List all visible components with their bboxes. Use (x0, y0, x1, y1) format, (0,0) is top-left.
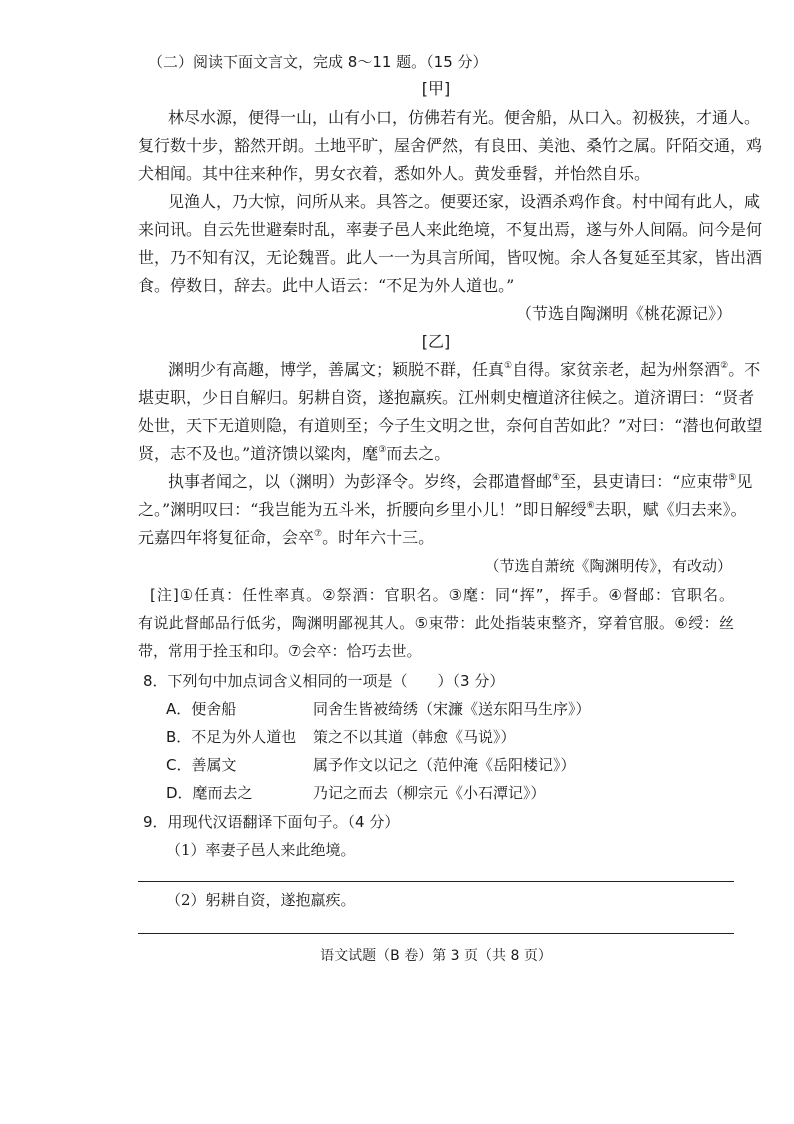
footnote-marker: ④ (552, 473, 561, 483)
option-b-right: 策之不以其道（韩愈《马说》） (313, 728, 516, 746)
option-c-left: C．善属文 (166, 756, 237, 774)
passage-a-line: 食。停数日，辞去。此中人语云：“不足为外人道也。” (138, 276, 515, 295)
option-d-right: 乃记之而去（柳宗元《小石潭记》） (313, 784, 546, 802)
passage-a-line: 世，乃不知有汉，无论魏晋。此人一一为具言所闻，皆叹惋。余人各复延至其家，皆出酒 (138, 248, 763, 267)
notes-line: 有说此督邮品行低劣，陶渊明鄙视其人。⑤束带：此处指装束整齐，穿着官服。⑥绶：丝 (138, 614, 734, 632)
option-b-left: B．不足为外人道也 (166, 728, 297, 746)
page-footer: 语文试题（B 卷）第 3 页（共 8 页） (320, 948, 552, 964)
passage-b-line: 贤，志不及也。”道济馈以粱肉，麾③而去之。 (138, 444, 451, 463)
passage-b-source: （节选自萧统《陶渊明传》，有改动） (484, 557, 732, 575)
option-a-right: 同舍生皆被绮绣（宋濂《送东阳马生序》） (313, 700, 591, 718)
question-9-item-1: （1）率妻子邑人来此绝境。 (166, 841, 356, 859)
section-title: （二）阅读下面文言文，完成 8～11 题。（15 分） (148, 53, 488, 71)
footnote-marker: ② (720, 361, 729, 371)
question-9-stem: 9．用现代汉语翻译下面句子。（4 分） (143, 813, 400, 831)
passage-a-source: （节选自陶渊明《桃花源记》） (515, 304, 732, 323)
passage-b-line: 堪吏职，少日自解归。躬耕自资，遂抱羸疾。江州刺史檀道济往候之。道济谓曰：“贤者 (138, 388, 755, 407)
option-a-left: A．便舍船 (166, 700, 237, 718)
passage-a-line: 见渔人，乃大惊，问所从来。具答之。便要还家，设酒杀鸡作食。村中闻有此人，咸 (168, 192, 761, 211)
passage-b-line: 渊明少有高趣，博学，善属文；颖脱不群，任真①自得。家贫亲老，起为州祭酒②。不 (168, 360, 761, 379)
footnote-marker: ⑥ (586, 501, 595, 511)
question-8-stem: 8．下列句中加点词含义相同的一项是（ ）（3 分） (143, 672, 505, 690)
passage-a-line: 犬相闻。其中往来种作，男女衣着，悉如外人。黄发垂髫，并怡然自乐。 (138, 164, 651, 183)
footnote-marker: ⑤ (728, 473, 737, 483)
passage-b-line: 元嘉四年将复征命，会卒⑦。时年六十三。 (138, 528, 435, 547)
notes-line: 带，常用于拴玉和印。⑦会卒：恰巧去世。 (138, 642, 422, 660)
notes-line: [注]①任真：任性率真。②祭酒：官职名。③麾：同“挥”，挥手。④督邮：官职名。 (150, 586, 734, 604)
passage-a-heading: [甲] (421, 79, 451, 98)
answer-line[interactable] (138, 881, 734, 882)
option-c-right: 属予作文以记之（范仲淹《岳阳楼记》） (313, 756, 576, 774)
option-d-left: D．麾而去之 (166, 784, 253, 802)
question-9-item-2: （2）躬耕自资，遂抱羸疾。 (166, 891, 356, 909)
passage-b-line: 执事者闻之，以（渊明）为彭泽令。岁终，会郡遣督邮④至，县吏请曰：“应束带⑤见 (168, 472, 753, 491)
passage-b-heading: [乙] (421, 332, 451, 351)
passage-a-line: 复行数十步，豁然开朗。土地平旷，屋舍俨然，有良田、美池、桑竹之属。阡陌交通，鸡 (138, 136, 763, 155)
passage-a-line: 来问讯。自云先世避秦时乱，率妻子邑人来此绝境，不复出焉，遂与外人间隔。问今是何 (138, 220, 763, 239)
answer-line[interactable] (138, 933, 734, 934)
passage-a-line: 林尽水源，便得一山，山有小口，仿佛若有光。便舍船，从口入。初极狭，才通人。 (168, 108, 761, 127)
passage-b-line: 之。”渊明叹曰：“我岂能为五斗米，折腰向乡里小儿！”即日解绶⑥去职，赋《归去来》。 (138, 500, 747, 519)
footnote-marker: ① (504, 361, 513, 371)
footnote-marker: ③ (378, 445, 387, 455)
footnote-marker: ⑦ (314, 529, 323, 539)
passage-b-line: 处世，天下无道则隐，有道则至；今子生文明之世，奈何自苦如此？”对曰：“潜也何敢望 (138, 416, 763, 435)
